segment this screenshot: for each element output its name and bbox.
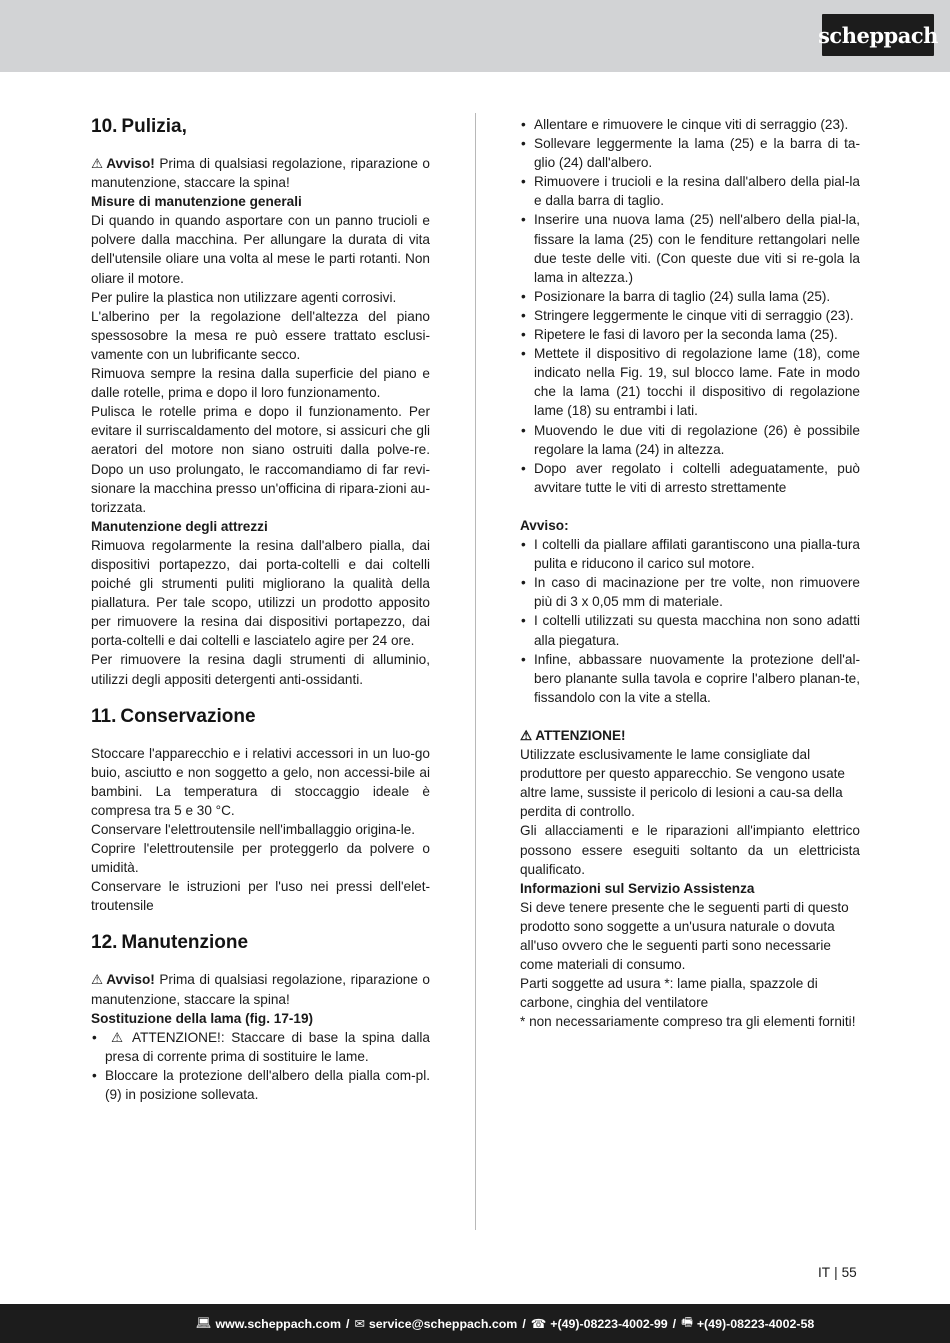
list-item: • I coltelli utilizzati su questa macchina non sono adatti alla piegatura. — [520, 611, 860, 649]
website-link[interactable]: www.scheppach.com — [215, 1316, 342, 1331]
plastic-cleaning-text: Per pulire la plastica non utilizzare agenti corrosivi. — [91, 289, 397, 305]
storage-text-2: Conservare l'elettroutensile nell'imballaggio origina-le. — [91, 822, 416, 837]
list-item: • Posizionare la barra di taglio (24) sulla lama (25). — [520, 287, 860, 306]
warning-triangle-icon: ⚠ — [111, 1029, 127, 1045]
warning-triangle-icon: ⚠ — [91, 156, 104, 171]
rollers-cleaning-text: Pulisca le rotelle prima e dopo il funzionamento. Per evitare il surriscaldamento del motore, si assicuri che gli aeratori del motore non siano ostruiti dalla polve-re. Dopo un uso prolungato, le raccomandiamo di far revi- sionare la macchina presso un'officina di ripara-zioni au- torizzata. — [91, 404, 430, 515]
aluminium-cleaning-text: Per rimuovere la resina dagli strumenti di alluminio, utilizzi degli appositi detergenti anti-ossidanti. — [91, 652, 430, 687]
list-item: • Sollevare leggermente la lama (25) e la barra di ta-glio (24) dall'albero. — [520, 134, 860, 172]
list-item: • Infine, abbassare nuovamente la protezione dell'al-bero planante sulla tavola e coprire l'albero planan-te, fissandolo con la vite a stella. — [520, 650, 860, 707]
list-item: • ⚠ ATTENZIONE!: Staccare di base la spina dalla presa di corrente prima di sostituire le lame. — [91, 1028, 430, 1066]
phone-icon: ☎︎ — [530, 1317, 547, 1331]
blade-replacement-list — [91, 1028, 430, 1104]
list-item: • In caso di macinazione per tre volte, non rimuovere più di 3 x 0,05 mm di materiale. — [520, 573, 860, 611]
list-item: • I coltelli da piallare affilati garantiscono una pialla-tura pulita e riducono il carico sul motore. — [520, 535, 860, 573]
wear-parts-text: Parti soggette ad usura *: lame pialla, spazzole di carbone, cinghia del ventilatore — [520, 976, 818, 1011]
list-item: • Stringere leggermente le cinque viti di serraggio (23). — [520, 306, 860, 325]
electrical-repairs-text: Gli allacciamenti e le riparazioni all'impianto elettrico possono essere eseguiti soltanto da un elettricista qualificato. — [520, 823, 860, 877]
storage-text-1: Stoccare l'apparecchio e i relativi accessori in un luo-go buio, asciutto e non soggetto a gelo, non accessi-bile ai bambini. La temperatura di stoccaggio ideale è compresa tra 5 e 30 °C. — [91, 745, 430, 818]
shaft-lubrication-text: L'alberino per la regolazione dell'altezza del piano spessosobre la mesa re può essere trattato esclusi-vamente con un lubrificante secco. — [91, 308, 430, 362]
fax-number: +(49)-08223-4002-58 — [696, 1316, 815, 1331]
storage-text-3: Coprire l'elettroutensile per proteggerlo da polvere o umidità. — [91, 841, 430, 876]
right-column — [520, 115, 860, 1032]
service-info-text: Si deve tenere presente che le seguenti parti di questo prodotto sono soggette a un'usura naturale o dovuta all'uso ovvero che le seguenti parti sono necessarie come materiali di consumo. — [520, 899, 849, 973]
list-item: • Allentare e rimuovere le cinque viti di serraggio (23). — [520, 115, 860, 134]
warning-triangle-icon: ⚠ — [91, 972, 104, 988]
list-item: • Inserire una nuova lama (25) nell'albero della pial-la, fissare la lama (25) con le fenditure rettangolari nelle due teste delle viti. (Con queste due viti si re-gola la lama in altezza.) — [520, 210, 860, 286]
left-column — [91, 115, 430, 1104]
avviso-list — [520, 535, 860, 707]
blade-steps-list — [520, 115, 860, 497]
section-12-heading: 12. Manutenzione — [91, 932, 249, 954]
list-item: • Bloccare la protezione dell'albero della pialla com-pl. (9) in posizione sollevata. — [91, 1066, 430, 1104]
page-number: IT | 55 — [818, 1265, 857, 1280]
list-item: • Mettete il dispositivo di regolazione lame (18), come indicato nella Fig. 19, sul blocco lame. Fate in modo che la lama (21) tocchi il dispositivo di regolazione lame (18) su entrambi i lati. — [520, 344, 860, 420]
general-maintenance-heading: Misure di manutenzione generali — [91, 194, 302, 210]
computer-icon: 💻︎ — [195, 1316, 212, 1330]
header-bar — [0, 0, 950, 72]
not-included-note: * non necessariamente compreso tra gli elementi forniti! — [520, 1014, 856, 1030]
attenzione-heading: ⚠ ATTENZIONE! — [520, 726, 860, 745]
section-11-heading: 11. Conservazione — [91, 705, 256, 727]
warning-paragraph-1: ⚠ Avviso! Prima di qualsiasi regolazione, riparazione o manutenzione, staccare la spina! — [91, 156, 430, 191]
column-divider — [475, 113, 476, 1230]
attenzione-text: Utilizzate esclusivamente le lame consigliate dal produttore per questo apparecchio. Se vengono usate altre lame, sussiste il pericolo di lesioni a cau-sa della perdita di controllo. — [520, 747, 845, 820]
service-info-heading: Informazioni sul Servizio Assistenza — [520, 880, 755, 896]
footer-bar: 💻︎ www.scheppach.com / ✉︎ service@scheppach.com / ☎︎ +(49)-08223-4002-99 / 🖷︎ +(49)-08223-4002-58 — [0, 1304, 950, 1343]
blade-replacement-heading: Sostituzione della lama (fig. 17-19) — [91, 1010, 314, 1026]
storage-text-4: Conservare le istruzioni per l'uso nei pressi dell'elet-troutensile — [91, 879, 430, 914]
resin-removal-text: Rimuova sempre la resina dalla superficie del piano e dalle rotelle, prima e dopo il loro funzionamento. — [91, 366, 430, 401]
phone-number: +(49)-08223-4002-99 — [550, 1316, 668, 1331]
tool-maintenance-text: Rimuova regolarmente la resina dall'albero pialla, dai dispositivi portapezzo, dai porta-coltelli e dai coltelli poiché gli strumenti puliti migliorano la qualità della piallatura. Per tale scopo, utilizzi un prodotto apposito per rimuovere la resina dai dispositivi portapezzo, dai porta-coltelli e dai coltelli e lasciatelo agire per 24 ore. — [91, 537, 430, 649]
email-icon: ✉︎ — [354, 1317, 365, 1331]
warning-paragraph-2: ⚠ Avviso! Prima di qualsiasi regolazione, riparazione o manutenzione, staccare la spina! — [91, 972, 430, 1007]
list-item: • Dopo aver regolato i coltelli adeguatamente, può avvitare tutte le viti di arresto strettamente — [520, 459, 860, 497]
email-link[interactable]: service@scheppach.com — [368, 1316, 518, 1331]
list-item: • Rimuovere i trucioli e la resina dall'albero della pial-la e dalla barra di taglio. — [520, 172, 860, 210]
avviso-heading: Avviso: — [520, 517, 569, 533]
general-maintenance-text: Di quando in quando asportare con un panno trucioli e polvere dalla macchina. Per allungare la durata di vita dell'utensile oliare una volta al mese le parti rotanti. Non oliare il motore. — [91, 213, 430, 286]
list-item: • Ripetere le fasi di lavoro per la seconda lama (25). — [520, 325, 860, 344]
tool-maintenance-heading: Manutenzione degli attrezzi — [91, 518, 268, 534]
scheppach-logo: scheppach — [822, 14, 934, 56]
list-item: • Muovendo le due viti di regolazione (26) è possibile regolare la lama (24) in altezza. — [520, 421, 860, 459]
section-10-heading: 10. Pulizia, — [91, 116, 187, 137]
warning-triangle-icon: ⚠ — [520, 728, 533, 743]
fax-icon: 🖷︎ — [681, 1315, 693, 1329]
